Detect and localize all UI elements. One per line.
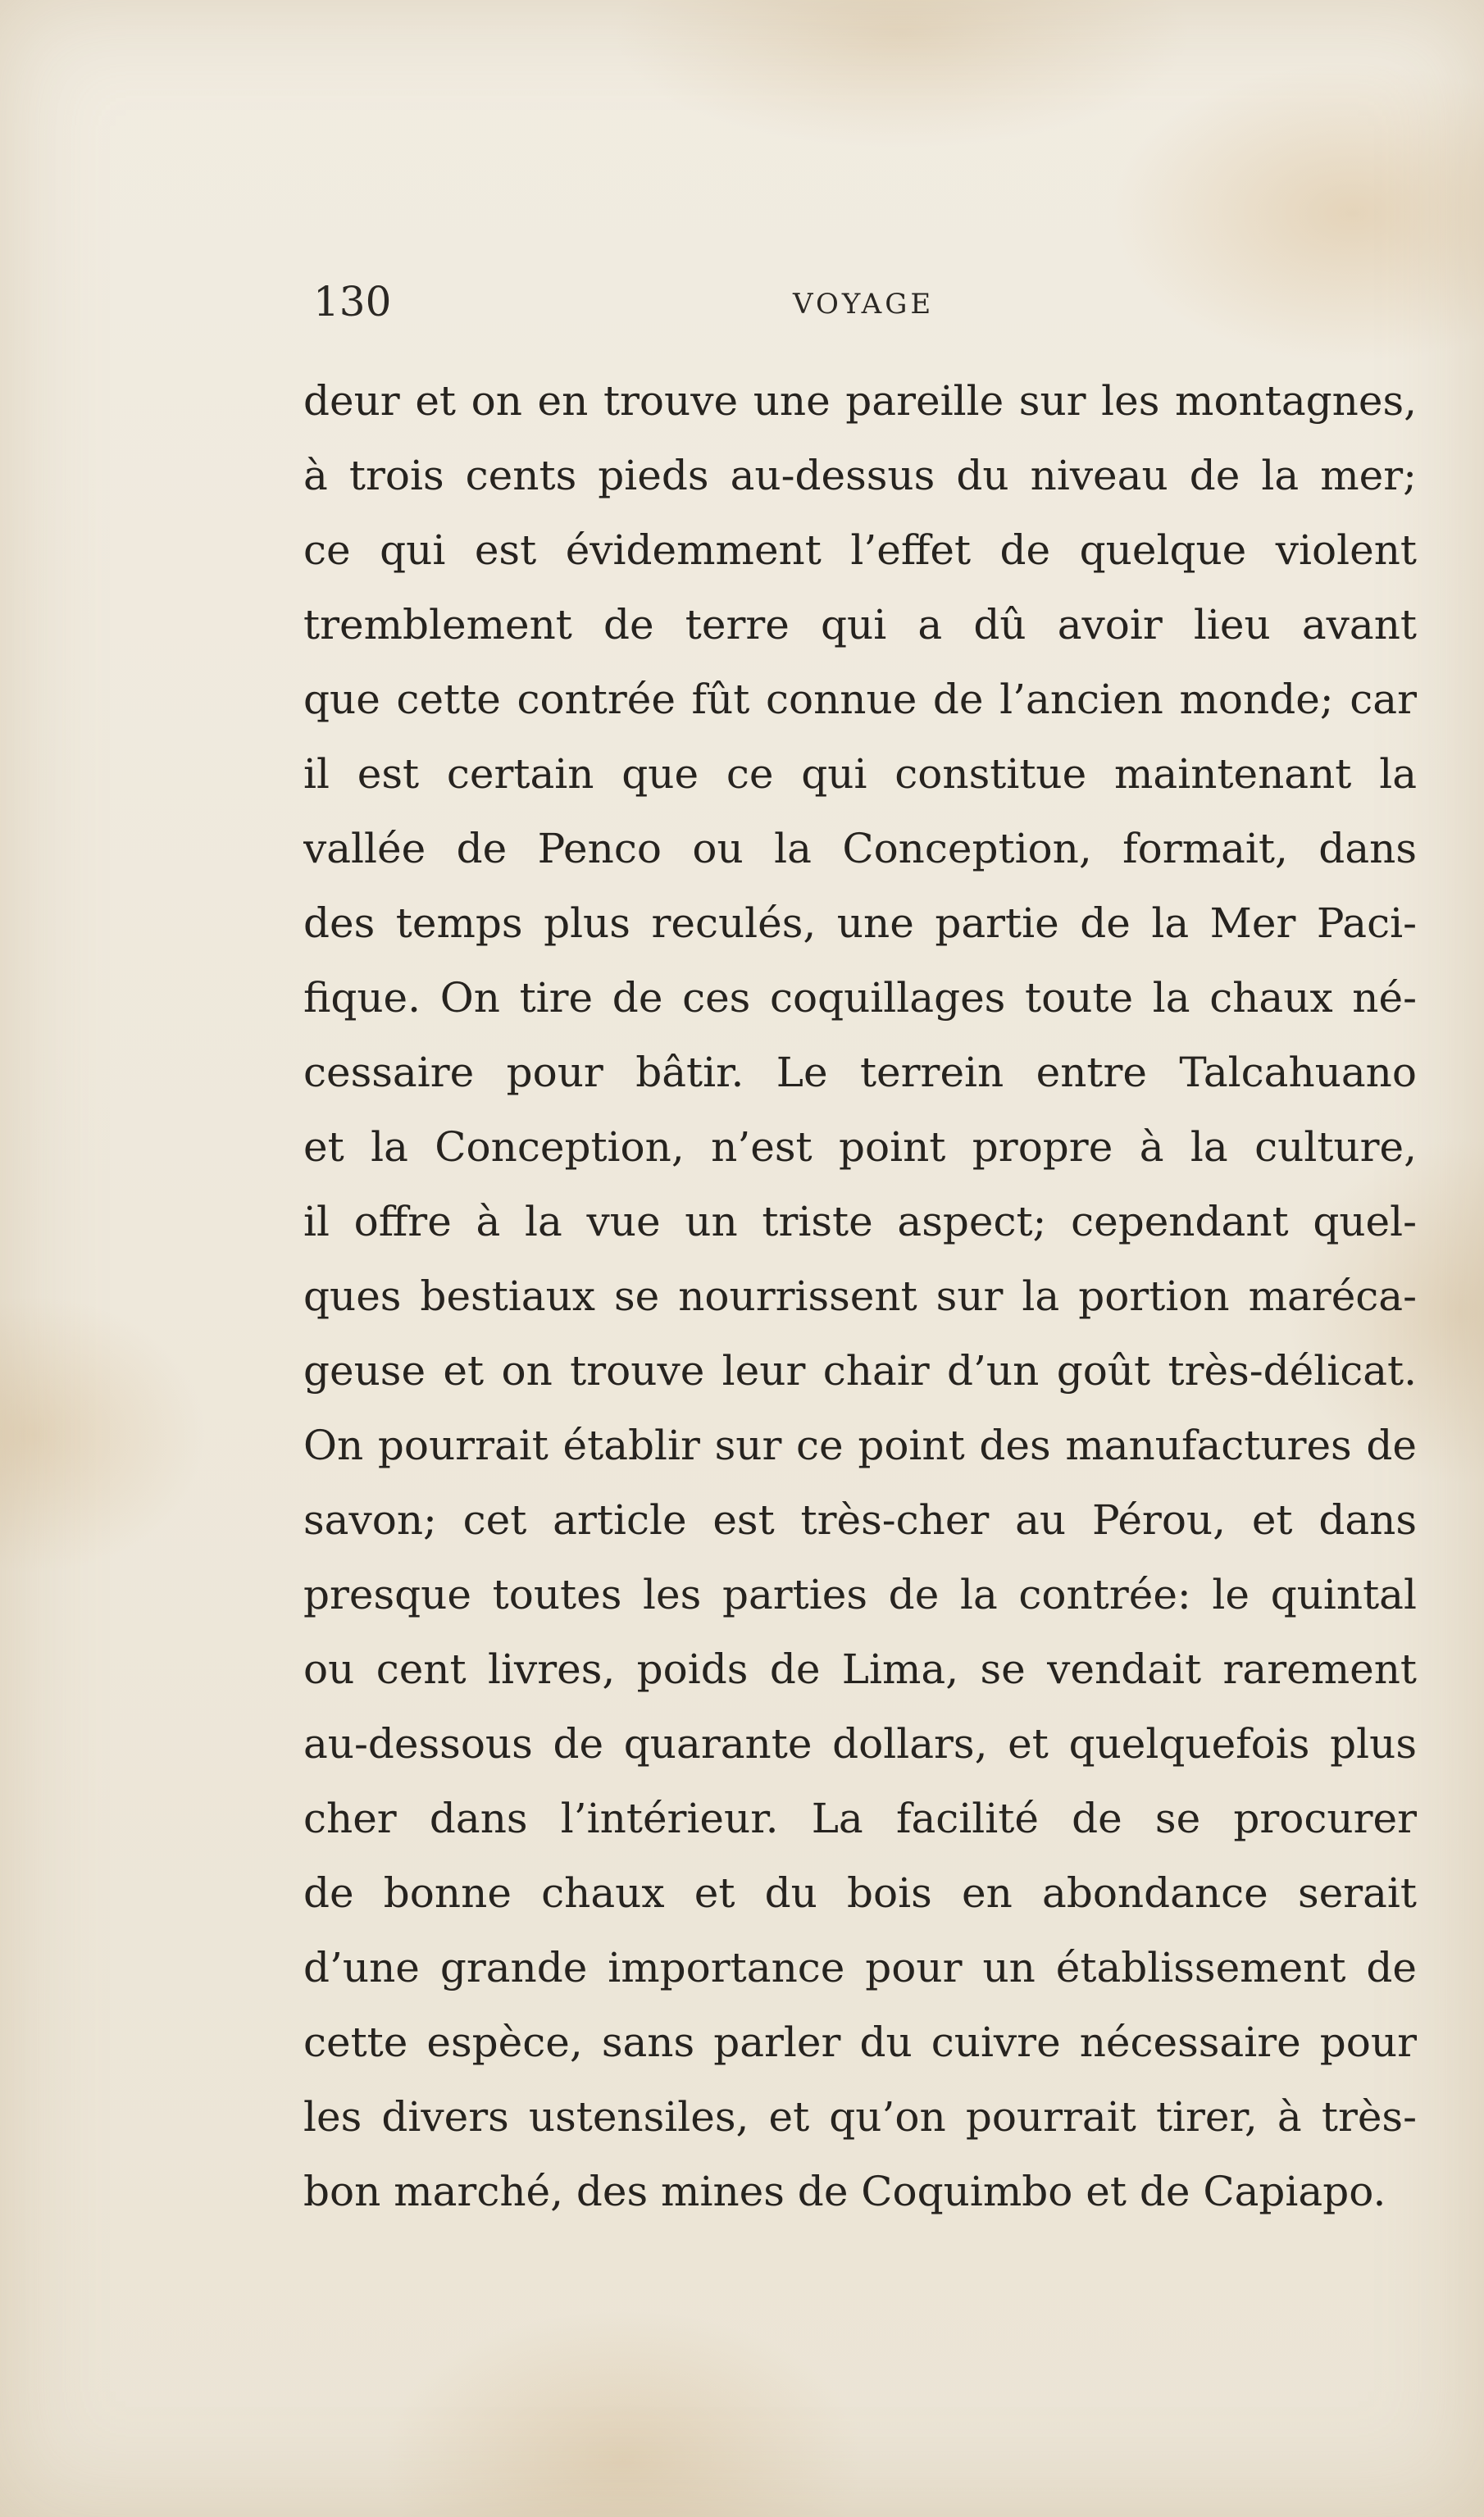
text-line: cher dans l’intérieur. La facilité de se procurer [303,1795,1417,1842]
text-line: les divers ustensiles, et qu’on pourrait tirer, à très- [303,2093,1417,2141]
text-line: ques bestiaux se nourrissent sur la portion maréca- [303,1272,1417,1320]
text-line: au-dessous de quarante dollars, et quelquefois plus [303,1720,1417,1768]
page-header [313,277,1420,326]
text-line: et la Conception, n’est point propre à la culture, [303,1123,1417,1171]
text-line: que cette contrée fût connue de l’ancien monde; car [303,676,1417,723]
text-line: à trois cents pieds au-dessus du niveau de la mer; [303,452,1417,499]
text-line: ce qui est évidemment l’effet de quelque violent [303,526,1417,574]
text-line: cette espèce, sans parler du cuivre nécessaire pour [303,2019,1417,2066]
text-line: des temps plus reculés, une partie de la Mer Paci- [303,899,1417,947]
running-title: VOYAGE [793,288,935,321]
text-line: tremblement de terre qui a dû avoir lieu avant [303,601,1417,649]
text-line: presque toutes les parties de la contrée: le quintal [303,1571,1417,1618]
text-line: cessaire pour bâtir. Le terrein entre Talcahuano [303,1049,1417,1096]
text-line: fique. On tire de ces coquillages toute la chaux né- [303,974,1417,1022]
text-line: deur et on en trouve une pareille sur les montagnes, [303,377,1417,425]
text-line: geuse et on trouve leur chair d’un goût très-délicat. [303,1347,1417,1395]
text-line: On pourrait établir sur ce point des manufactures de [303,1422,1417,1469]
body-text [303,364,1417,2229]
text-line: savon; cet article est très-cher au Pérou, et dans [303,1496,1417,1544]
text-line: il est certain que ce qui constitue maintenant la [303,750,1417,798]
text-line: il offre à la vue un triste aspect; cependant quel- [303,1198,1417,1245]
text-line: bon marché, des mines de Coquimbo et de Capiapo. [303,2168,1386,2215]
text-line: ou cent livres, poids de Lima, se vendait rarement [303,1645,1417,1693]
page-number: 130 [313,278,392,325]
text-line: vallée de Penco ou la Conception, formait, dans [303,825,1417,872]
text-line: d’une grande importance pour un établissement de [303,1944,1417,1991]
text-line: de bonne chaux et du bois en abondance serait [303,1869,1417,1917]
